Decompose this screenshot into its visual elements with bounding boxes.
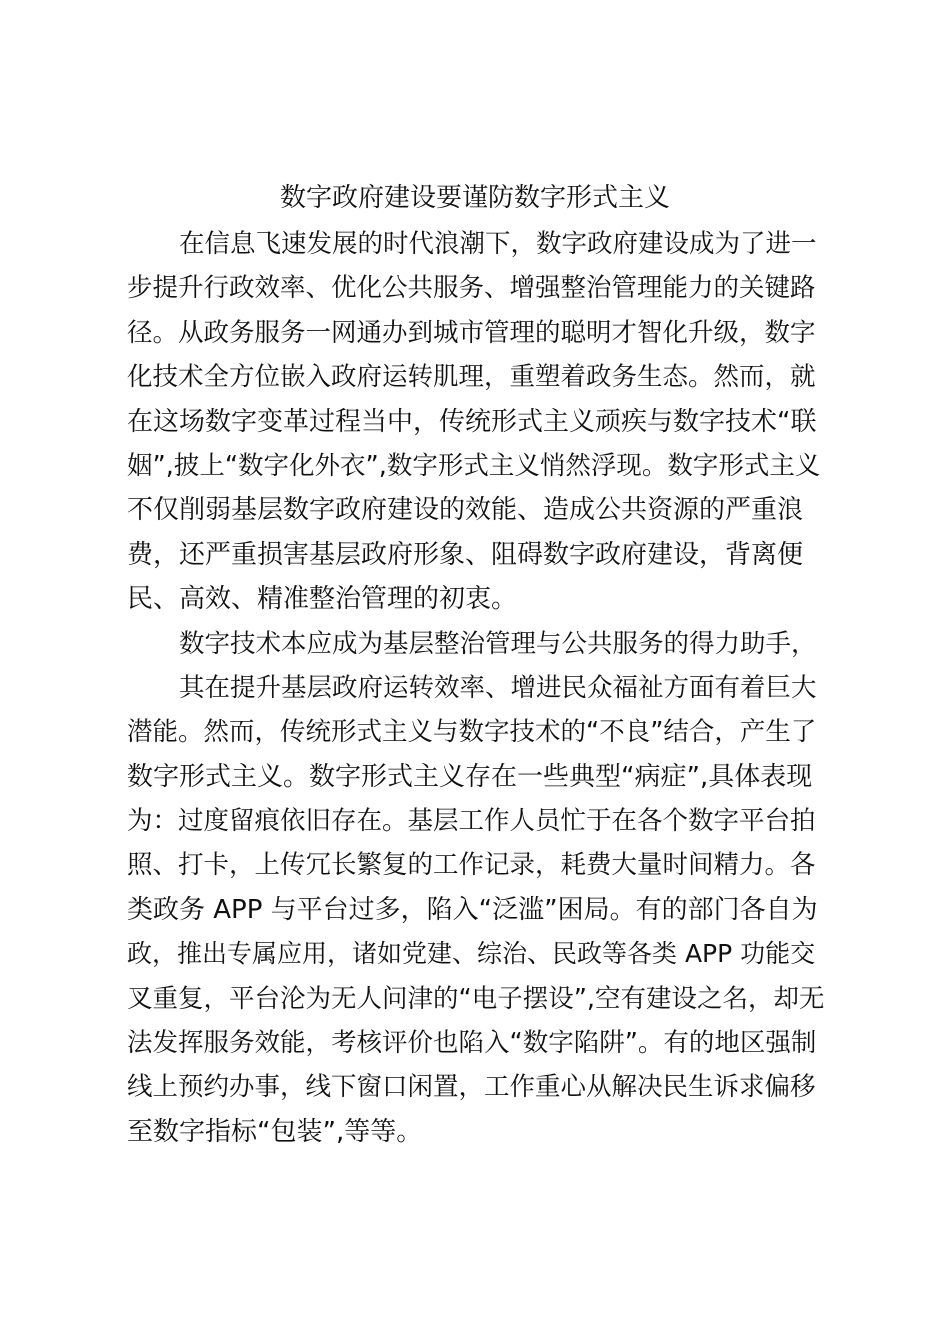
document-body xyxy=(127,222,827,1154)
text-line: 线上预约办事，线下窗口闲置，工作重心从解决民生诉求偏移 xyxy=(127,1072,816,1103)
text-line: 类政务 APP 与平台过多，陷入“泛滥”困局。有的部门各自为 xyxy=(127,894,818,925)
text-line: 费，还严重损害基层政府形象、阻碍数字政府建设，背离便 xyxy=(127,539,804,570)
text-line: 叉重复，平台沦为无人问津的“电子摆设”,空有建设之名，却无 xyxy=(127,983,825,1014)
text-line: 数字技术本应成为基层整治管理与公共服务的得力助手， xyxy=(179,628,817,659)
text-line: 法发挥服务效能，考核评价也陷入“数字陷阱”。有的地区强制 xyxy=(127,1028,817,1059)
text-line: 径。从政务服务一网通办到城市管理的聪明才智化升级，数字 xyxy=(127,317,816,348)
text-line: 潜能。然而，传统形式主义与数字技术的“不良”结合，产生了 xyxy=(127,717,817,748)
document-title: 数字政府建设要谨防数字形式主义 xyxy=(279,183,670,213)
text-line: 步提升行政效率、优化公共服务、增强整治管理能力的关键路 xyxy=(127,273,816,304)
text-line: 不仅削弱基层数字政府建设的效能、造成公共资源的严重浪 xyxy=(127,495,804,526)
text-line: 在信息飞速发展的时代浪潮下，数字政府建设成为了进一 xyxy=(179,229,817,259)
text-line: 民、高效、精准整治管理的初衷。 xyxy=(127,584,518,615)
text-line: 至数字指标“包装”,等等。 xyxy=(127,1116,423,1147)
text-line: 为：过度留痕依旧存在。基层工作人员忙于在各个数字平台拍 xyxy=(127,806,816,837)
text-line: 照、打卡，上传冗长繁复的工作记录，耗费大量时间精力。各 xyxy=(127,850,816,881)
text-line: 姻”,披上“数字化外衣”,数字形式主义悄然浮现。数字形式主义 xyxy=(127,450,821,481)
text-line: 在这场数字变革过程当中，传统形式主义顽疾与数字技术“联 xyxy=(127,406,817,437)
text-line: 其在提升基层政府运转效率、增进民众福祉方面有着巨大 xyxy=(179,672,817,703)
text-line: 化技术全方位嵌入政府运转肌理，重塑着政务生态。然而，就 xyxy=(127,362,816,393)
text-line: 数字形式主义。数字形式主义存在一些典型“病症”,具体表现 xyxy=(127,761,813,792)
text-line: 政，推出专属应用，诸如党建、综治、民政等各类 APP 功能交 xyxy=(127,939,816,969)
